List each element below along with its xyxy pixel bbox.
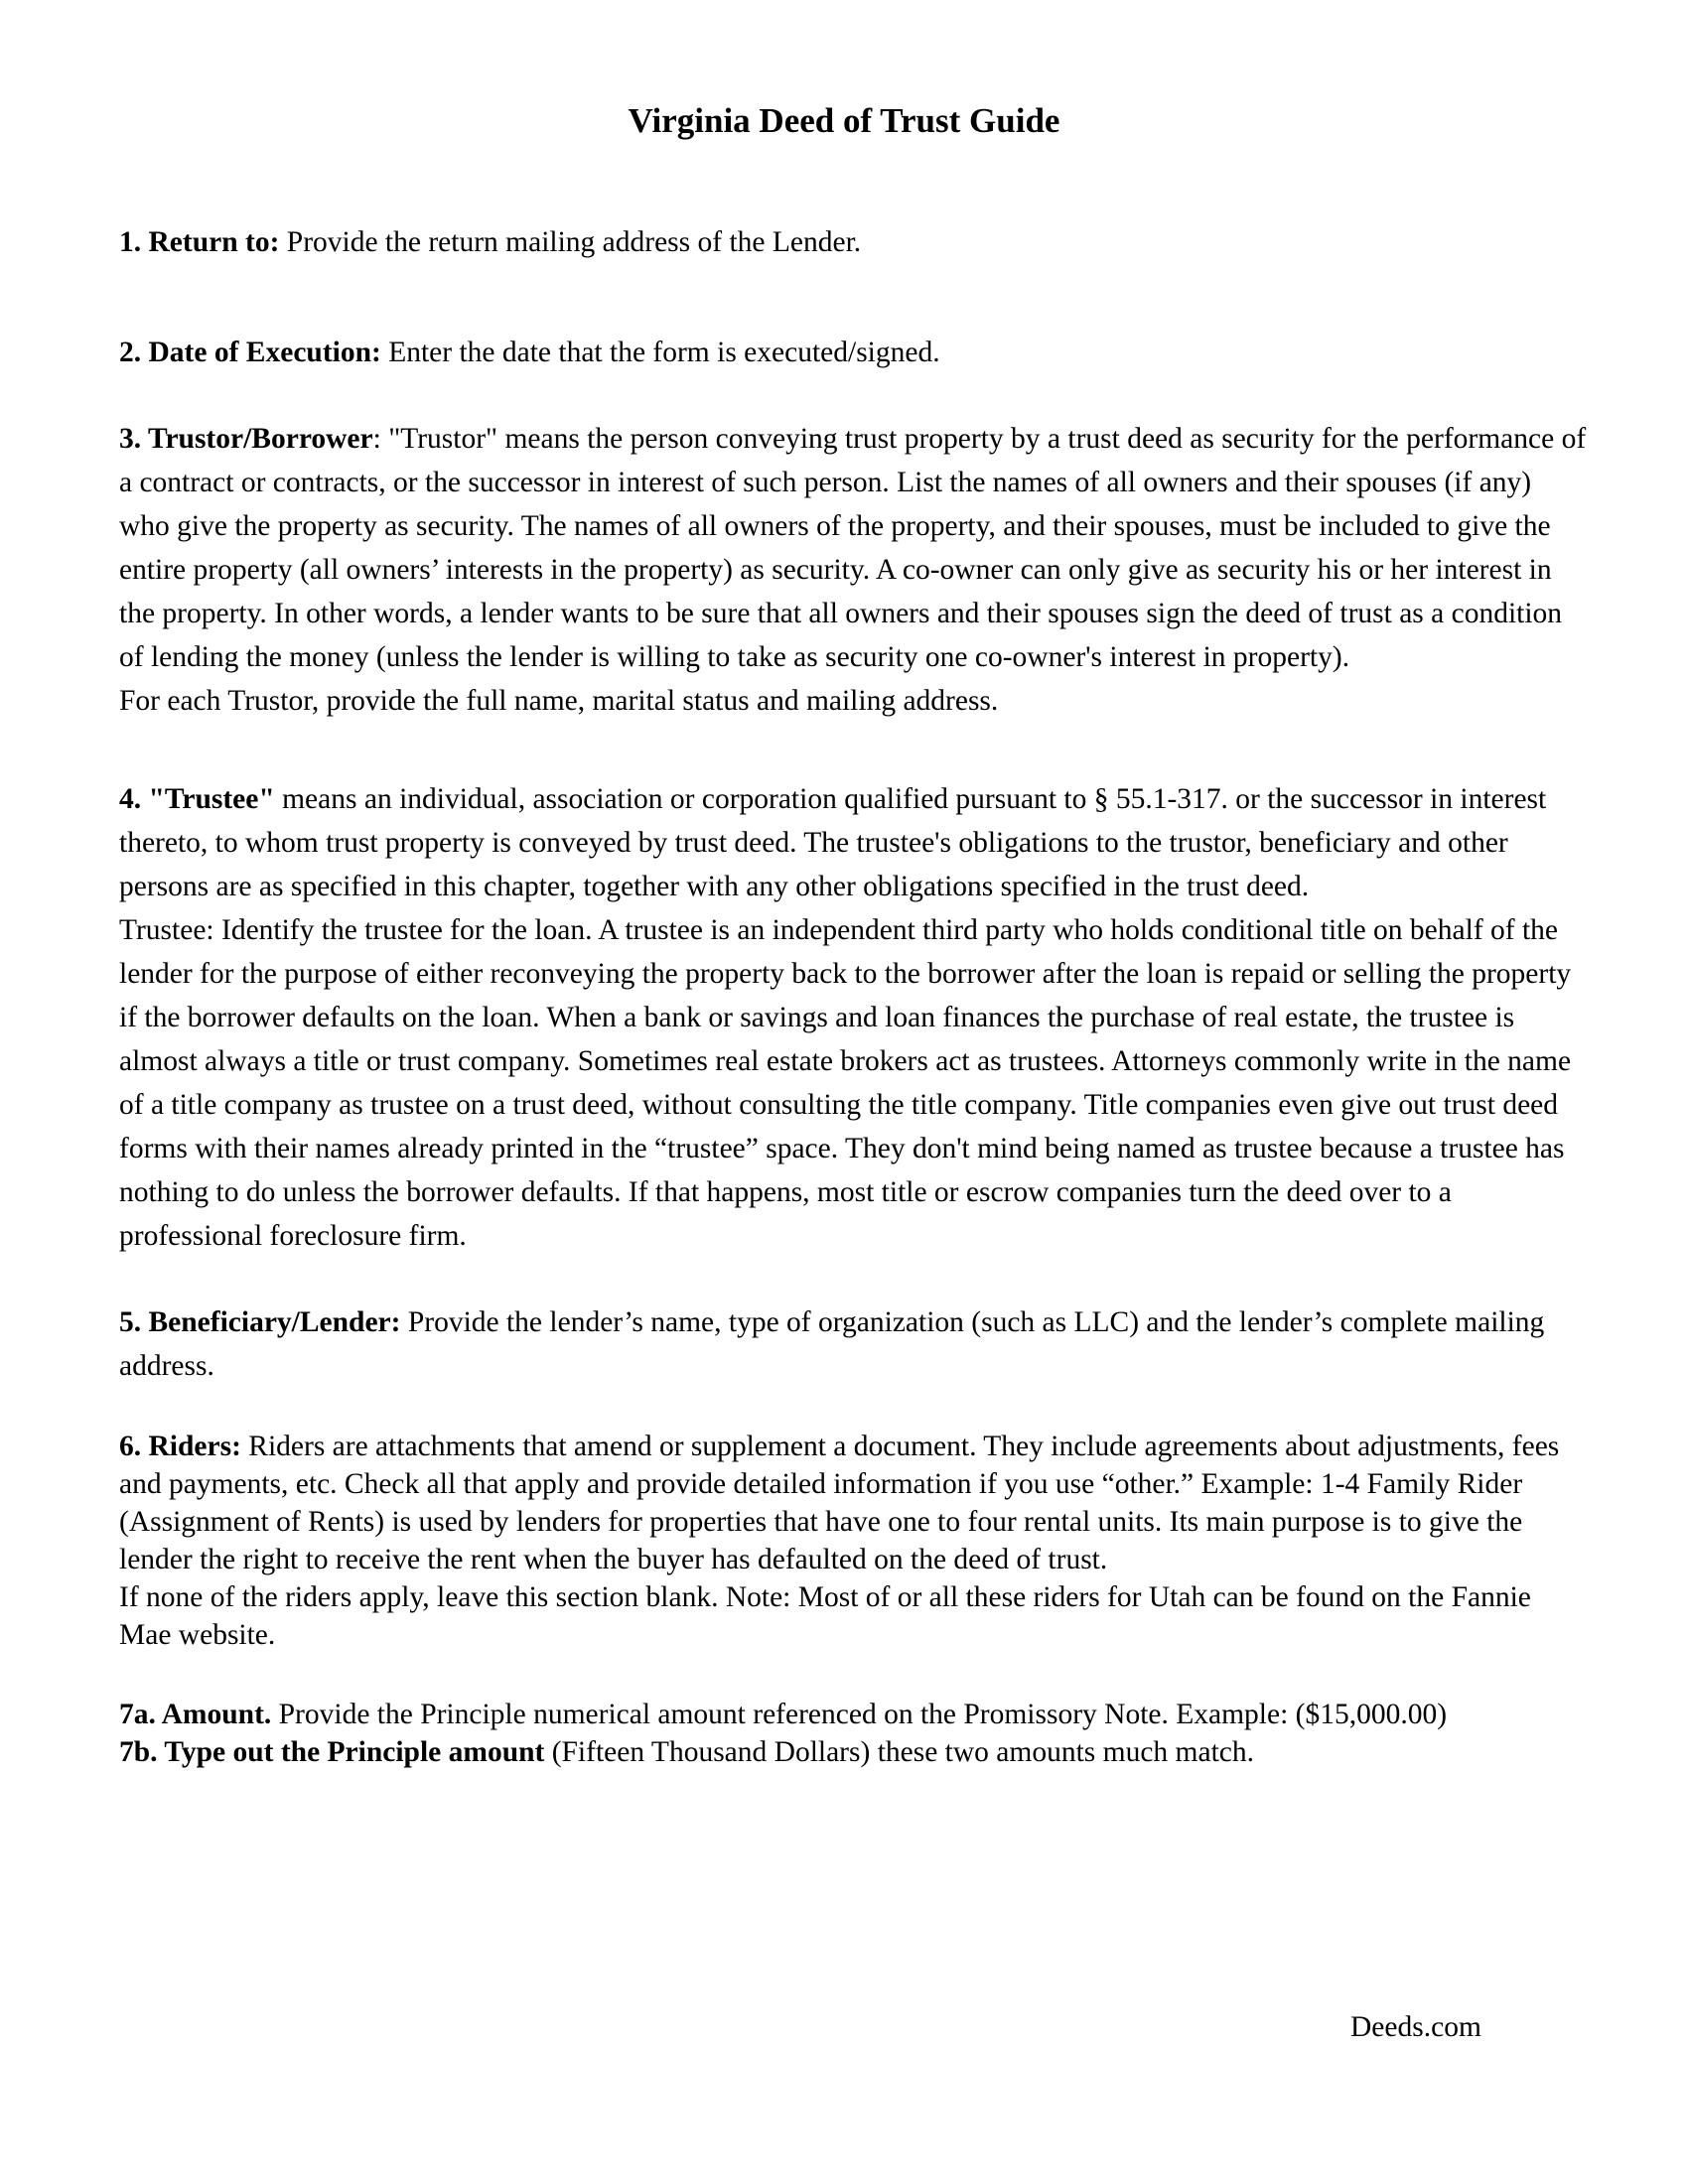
document-body (119, 220, 1589, 1771)
section-text: Riders are attachments that amend or supplement a document. They include agreements about adjustments, fees and payments, etc. Check all that apply and provide detailed information if you use “other.” Example: 1-4 Family Rider (Assignment of Rents) is used by lenders for properties that have one to four rental units. Its main purpose is to give the lender the right to receive the rent when the buyer has defaulted on the deed of trust. (119, 1431, 1560, 1575)
section-paragraph (119, 417, 1589, 679)
section-paragraph-2: For each Trustor, provide the full name, marital status and mailing address. (119, 685, 999, 717)
section-text: Enter the date that the form is executed/signed. (380, 337, 940, 368)
section-paragraph-7b (119, 1733, 1589, 1771)
section-trustor-borrower (119, 417, 1589, 723)
section-label: 1. Return to: (119, 226, 280, 258)
section-date-of-execution (119, 331, 1589, 374)
section-label: 7a. Amount. (119, 1699, 272, 1730)
section-paragraph (119, 220, 1589, 264)
section-label: 7b. Type out the Principle amount (119, 1736, 545, 1768)
section-text: Provide the Principle numerical amount referenced on the Promissory Note. Example: ($15,000.00) (271, 1699, 1448, 1730)
section-text: : "Trustor" means the person conveying trust property by a trust deed as security for the performance of a contract or contracts, or the successor in interest of such person. List the names of all owners and their spouses (if any) who give the property as security. The names of all owners of the property, and their spouses, must be included to give the entire property (all owners’ interests in the property) as security. A co-owner can only give as security his or her interest in the property. In other words, a lender wants to be sure that all owners and their spouses sign the deed of trust as a condition of lending the money (unless the lender is willing to take as security one co-owner's interest in property). (119, 423, 1587, 673)
page-title: Virginia Deed of Trust Guide (628, 101, 1060, 140)
section-text: Provide the lender’s name, type of organization (such as LLC) and the lender’s complete mailing address. (119, 1306, 1545, 1382)
section-label: 6. Riders: (119, 1431, 241, 1462)
section-text: means an individual, association or corporation qualified pursuant to § 55.1-317. or the successor in interest thereto, to whom trust property is conveyed by trust deed. The trustee's obligations to the trustor, beneficiary and other persons are as specified in this chapter, together with any other obligations specified in the trust deed. (119, 783, 1547, 902)
section-paragraph-7a (119, 1696, 1589, 1733)
section-trustee (119, 777, 1589, 1258)
section-paragraph (119, 331, 1589, 374)
section-paragraph-2: Trustee: Identify the trustee for the loan. A trustee is an independent third party who holds conditional title on behalf of the lender for the purpose of either reconveying the property back to the borrower after the loan is repaid or selling the property if the borrower defaults on the loan. When a bank or savings and loan finances the purchase of real estate, the trustee is almost always a title or trust company. Sometimes real estate brokers act as trustees. Attorneys commonly write in the name of a title company as trustee on a trust deed, without consulting the title company. Title companies even give out trust deed forms with their names already printed in the “trustee” space. They don't mind being named as trustee because a trustee has nothing to do unless the borrower defaults. If that happens, most title or escrow companies turn the deed over to a professional foreclosure firm. (119, 914, 1572, 1252)
section-label: 3. Trustor/Borrower (119, 423, 373, 455)
section-paragraph (119, 777, 1589, 908)
section-text: Provide the return mailing address of the Lender. (279, 226, 862, 258)
section-label: 2. Date of Execution: (119, 337, 381, 368)
section-paragraph (119, 1428, 1589, 1578)
section-label: 5. Beneficiary/Lender: (119, 1306, 401, 1338)
section-beneficiary-lender (119, 1300, 1589, 1388)
section-paragraph (119, 1300, 1589, 1388)
section-return-to (119, 220, 1589, 264)
section-paragraph-2: If none of the riders apply, leave this section blank. Note: Most of or all these riders for Utah can be found on the Fannie Mae website. (119, 1581, 1531, 1651)
section-label: 4. "Trustee" (119, 783, 275, 815)
footer-brand: Deeds.com (1350, 2011, 1481, 2043)
section-amount (119, 1696, 1589, 1771)
section-text: (Fifteen Thousand Dollars) these two amounts much match. (544, 1736, 1255, 1768)
section-riders (119, 1428, 1589, 1654)
